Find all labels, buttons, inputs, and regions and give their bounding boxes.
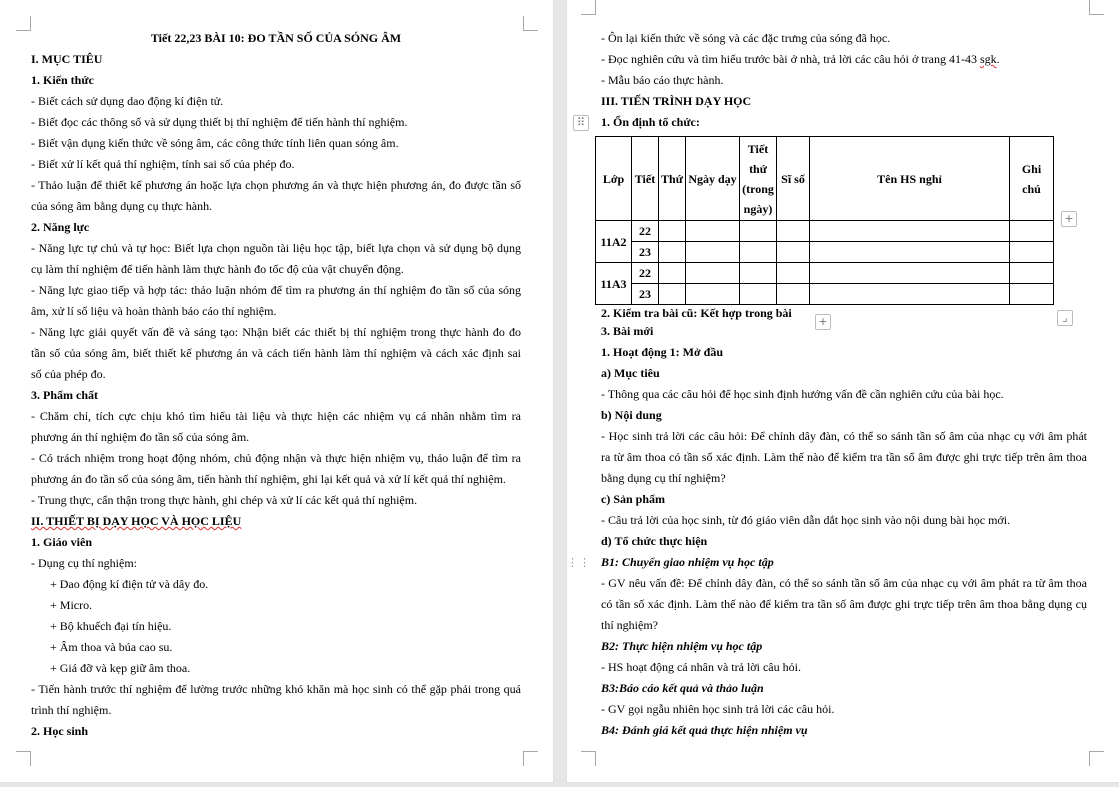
paragraph-line: của sóng âm bằng dụng cụ thực hành.	[31, 199, 213, 213]
table-cell-period[interactable]: 23	[632, 284, 659, 305]
paragraph-line: - Mẫu báo cáo thực hành.	[601, 73, 724, 87]
table-header-cell: Tên HS nghỉ	[810, 137, 1010, 221]
paragraph-line: - Biết đọc các thông số và sử dụng thiết bị thí nghiệm để tiến hành thí nghiệm.	[31, 115, 408, 129]
paragraph-line: - Tiến hành trước thí nghiệm để lường trước những khó khăn mà học sinh có thể gặp phải trong quá	[31, 682, 521, 696]
table-cell[interactable]	[810, 284, 1010, 305]
table-cell[interactable]	[777, 221, 810, 242]
subsection-heading: 1. Hoạt động 1: Mở đầu	[601, 345, 723, 359]
crop-mark	[523, 751, 538, 766]
table-cell[interactable]	[777, 242, 810, 263]
list-item: + Âm thoa và búa cao su.	[50, 640, 173, 654]
table-cell[interactable]	[1010, 263, 1054, 284]
paragraph-line	[601, 49, 1087, 70]
paragraph-line: - Thảo luận để thiết kế phương án hoặc lựa chọn phương án và thực hiện phương án, đo được tần số	[31, 178, 521, 192]
subsection-heading: 1. Kiến thức	[31, 73, 94, 87]
paragraph-line: - Biết xử lí kết quả thí nghiệm, tính sai số của phép đo.	[31, 157, 295, 171]
paragraph-line: phương án thí nghiệm đo tần số của sóng âm.	[31, 430, 250, 444]
table-cell[interactable]	[740, 284, 777, 305]
spellcheck-heading: II. THIẾT BỊ DẠY HỌC VÀ HỌC LIỆU	[31, 514, 242, 528]
paragraph-line: - Dụng cụ thí nghiệm:	[31, 556, 137, 570]
section-heading: I. MỤC TIÊU	[31, 52, 103, 66]
table-add-column-icon[interactable]: +	[1061, 211, 1077, 227]
paragraph-line: - Ôn lại kiến thức về sóng và các đặc trưng của sóng đã học.	[601, 31, 891, 45]
attendance-table[interactable]	[595, 136, 1054, 305]
drag-handle-icon[interactable]: ⋮⋮	[567, 556, 591, 569]
table-cell[interactable]	[740, 221, 777, 242]
paragraph-line: - Biết cách sử dụng dao động kí điện tử.	[31, 94, 224, 108]
table-cell[interactable]	[686, 221, 740, 242]
section-heading: III. TIẾN TRÌNH DẠY HỌC	[601, 94, 752, 108]
table-cell-class[interactable]: 11A3	[596, 263, 632, 305]
table-cell[interactable]	[686, 284, 740, 305]
table-header-cell: Thứ	[659, 137, 686, 221]
table-cell[interactable]	[740, 263, 777, 284]
step-heading: B1: Chuyển giao nhiệm vụ học tập	[601, 555, 774, 569]
paragraph-line: cụ làm thí nghiệm để tiến hành làm thực hành đo tốc độ của vật chuyển động.	[31, 262, 404, 276]
section-heading	[31, 511, 521, 532]
step-heading: B4: Đánh giá kết quả thực hiện nhiệm vụ	[601, 723, 808, 737]
list-item: + Bộ khuếch đại tín hiệu.	[50, 619, 172, 633]
paragraph-line: có tần số xác định. Làm thế nào để kiểm tra tần số âm được ghi trực tiếp trên âm thoa bằng dụng cụ	[601, 597, 1087, 611]
paragraph-line: - Câu trả lời của học sinh, từ đó giáo viên dẫn dắt học sinh vào nội dung bài học mới.	[601, 513, 1011, 527]
table-header-cell: Tiết	[632, 137, 659, 221]
table-header-cell: Ghi chú	[1010, 137, 1054, 221]
paragraph-line: - Năng lực giao tiếp và hợp tác: thảo luận nhóm để tìm ra phương án thí nghiệm đo tần số của sóng	[31, 283, 521, 297]
table-cell[interactable]	[686, 242, 740, 263]
crop-mark	[523, 16, 538, 31]
paragraph-line: - Năng lực tự chủ và tự học: Biết lựa chọn nguồn tài liệu học tập, biết lựa chọn và sử dụng bộ dụng	[31, 241, 521, 255]
document-title: Tiết 22,23 BÀI 10: ĐO TẦN SỐ CỦA SÓNG ÂM	[150, 31, 402, 45]
step-heading: B2: Thực hiện nhiệm vụ học tập	[601, 639, 763, 653]
crop-mark	[581, 0, 596, 15]
list-item: + Micro.	[50, 598, 93, 612]
paragraph-line: bằng dụng cụ thí nghiệm?	[601, 471, 726, 485]
table-cell[interactable]	[777, 263, 810, 284]
table-cell[interactable]	[1010, 284, 1054, 305]
table-add-row-icon[interactable]: +	[815, 314, 831, 330]
subsection-heading: 1. Ổn định tổ chức:	[601, 115, 700, 129]
subsection-heading: 3. Bài mới	[601, 324, 654, 338]
paragraph-line: - Biết vận dụng kiến thức về sóng âm, các công thức tính liên quan sóng âm.	[31, 136, 399, 150]
table-resize-icon[interactable]: ⌟	[1057, 310, 1073, 326]
step-heading: B3:Báo cáo kết quả và thảo luận	[601, 681, 764, 695]
subsection-heading: b) Nội dung	[601, 408, 662, 422]
subsection-heading: 2. Năng lực	[31, 220, 90, 234]
paragraph-line: thí nghiệm?	[601, 618, 658, 632]
crop-mark	[1089, 0, 1104, 15]
paragraph-line: - Thông qua các câu hỏi để học sinh định hướng vấn đề cần nghiên cứu của bài học.	[601, 387, 1004, 401]
table-cell[interactable]	[810, 263, 1010, 284]
paragraph-line: - HS hoạt động cá nhân và trả lời câu hỏi.	[601, 660, 801, 674]
subsection-heading: 1. Giáo viên	[31, 535, 93, 549]
paragraph-line: - Có trách nhiệm trong hoạt động nhóm, chủ động nhận và thực hiện nhiệm vụ, thảo luận để tìm ra	[31, 451, 521, 465]
list-item: + Dao động kí điện tử và dây đo.	[50, 577, 209, 591]
table-header-cell: Tiết thứ (trong ngày)	[740, 137, 777, 221]
list-item: + Giá đỡ và kẹp giữ âm thoa.	[50, 661, 191, 675]
subsection-heading: 3. Phẩm chất	[31, 388, 98, 402]
text-with-spellcheck: - Đọc nghiên cứu và tìm hiểu trước bài ở nhà, trả lời các câu hỏi ở trang 41-43 sgk.	[601, 52, 1000, 66]
table-cell[interactable]	[1010, 242, 1054, 263]
table-header-cell: Sĩ số	[777, 137, 810, 221]
table-cell[interactable]	[810, 221, 1010, 242]
paragraph-line: - GV gọi ngẫu nhiên học sinh trả lời các câu hỏi.	[601, 702, 835, 716]
paragraph-line: ra từ âm thoa có tần số xác định. Làm thế nào để kiểm tra tần số âm được ghi trực tiếp trên âm thoa	[601, 450, 1087, 464]
subsection-heading: c) Sản phẩm	[601, 492, 666, 506]
document-page-right[interactable]	[567, 0, 1119, 782]
subsection-heading: d) Tổ chức thực hiện	[601, 534, 708, 548]
paragraph-line: - Năng lực giải quyết vấn đề và sáng tạo: Nhận biết các thiết bị thí nghiệm trong thực hành đo đo	[31, 325, 521, 339]
table-cell[interactable]	[1010, 221, 1054, 242]
crop-mark	[581, 751, 596, 766]
table-cell-class[interactable]: 11A2	[596, 221, 632, 263]
table-cell[interactable]	[659, 242, 686, 263]
paragraph-line: - GV nêu vấn đề: Để chỉnh dây đàn, có thể so sánh tần số âm của nhạc cụ với âm phát ra từ âm thoa	[601, 576, 1087, 590]
table-cell[interactable]	[740, 242, 777, 263]
paragraph-line: - Học sinh trả lời các câu hỏi: Để chỉnh dây đàn, có thể so sánh tần số âm của nhạc cụ với âm phát	[601, 429, 1087, 443]
table-move-handle-icon[interactable]: ⠿	[573, 115, 589, 131]
table-cell-period[interactable]: 23	[632, 242, 659, 263]
table-cell-period[interactable]: 22	[632, 221, 659, 242]
table-cell[interactable]	[659, 221, 686, 242]
paragraph-line: tần số của sóng âm, biết thiết kế phương án và cách tiến hành làm thí nghiệm và cách xác định sai	[31, 346, 521, 360]
crop-mark	[16, 16, 31, 31]
document-page-left[interactable]	[0, 0, 553, 782]
subsection-heading: a) Mục tiêu	[601, 366, 660, 380]
table-cell[interactable]	[659, 284, 686, 305]
paragraph-line: phương án đo tần số của sóng âm, tiến hành thí nghiệm, ghi lại kết quả và xử lí kết quả thí nghiệm.	[31, 472, 506, 486]
kiem-tra-bai-cu: 2. Kiểm tra bài cũ: Kết hợp trong bài	[601, 306, 792, 320]
paragraph-line: trình thí nghiệm.	[31, 703, 112, 717]
paragraph-line: - Chăm chỉ, tích cực chịu khó tìm hiểu tài liệu và thực hiện các nhiệm vụ cá nhân nhằm tìm ra	[31, 409, 521, 423]
crop-mark	[16, 751, 31, 766]
table-cell[interactable]	[659, 263, 686, 284]
subsection-heading: 2. Học sinh	[31, 724, 89, 738]
table-cell[interactable]	[686, 263, 740, 284]
table-cell[interactable]	[777, 284, 810, 305]
table-header-cell: Ngày dạy	[686, 137, 740, 221]
paragraph-line: âm, xử lí số liệu và hoàn thành báo cáo thí nghiệm.	[31, 304, 277, 318]
paragraph-line: số của phép đo.	[31, 367, 106, 381]
crop-mark	[1089, 751, 1104, 766]
paragraph-line	[601, 305, 1087, 321]
table-header-cell: Lớp	[596, 137, 632, 221]
paragraph-line: - Trung thực, cẩn thận trong thực hành, ghi chép và xử lí các kết quả thí nghiệm.	[31, 493, 418, 507]
table-cell-period[interactable]: 22	[632, 263, 659, 284]
table-cell[interactable]	[810, 242, 1010, 263]
